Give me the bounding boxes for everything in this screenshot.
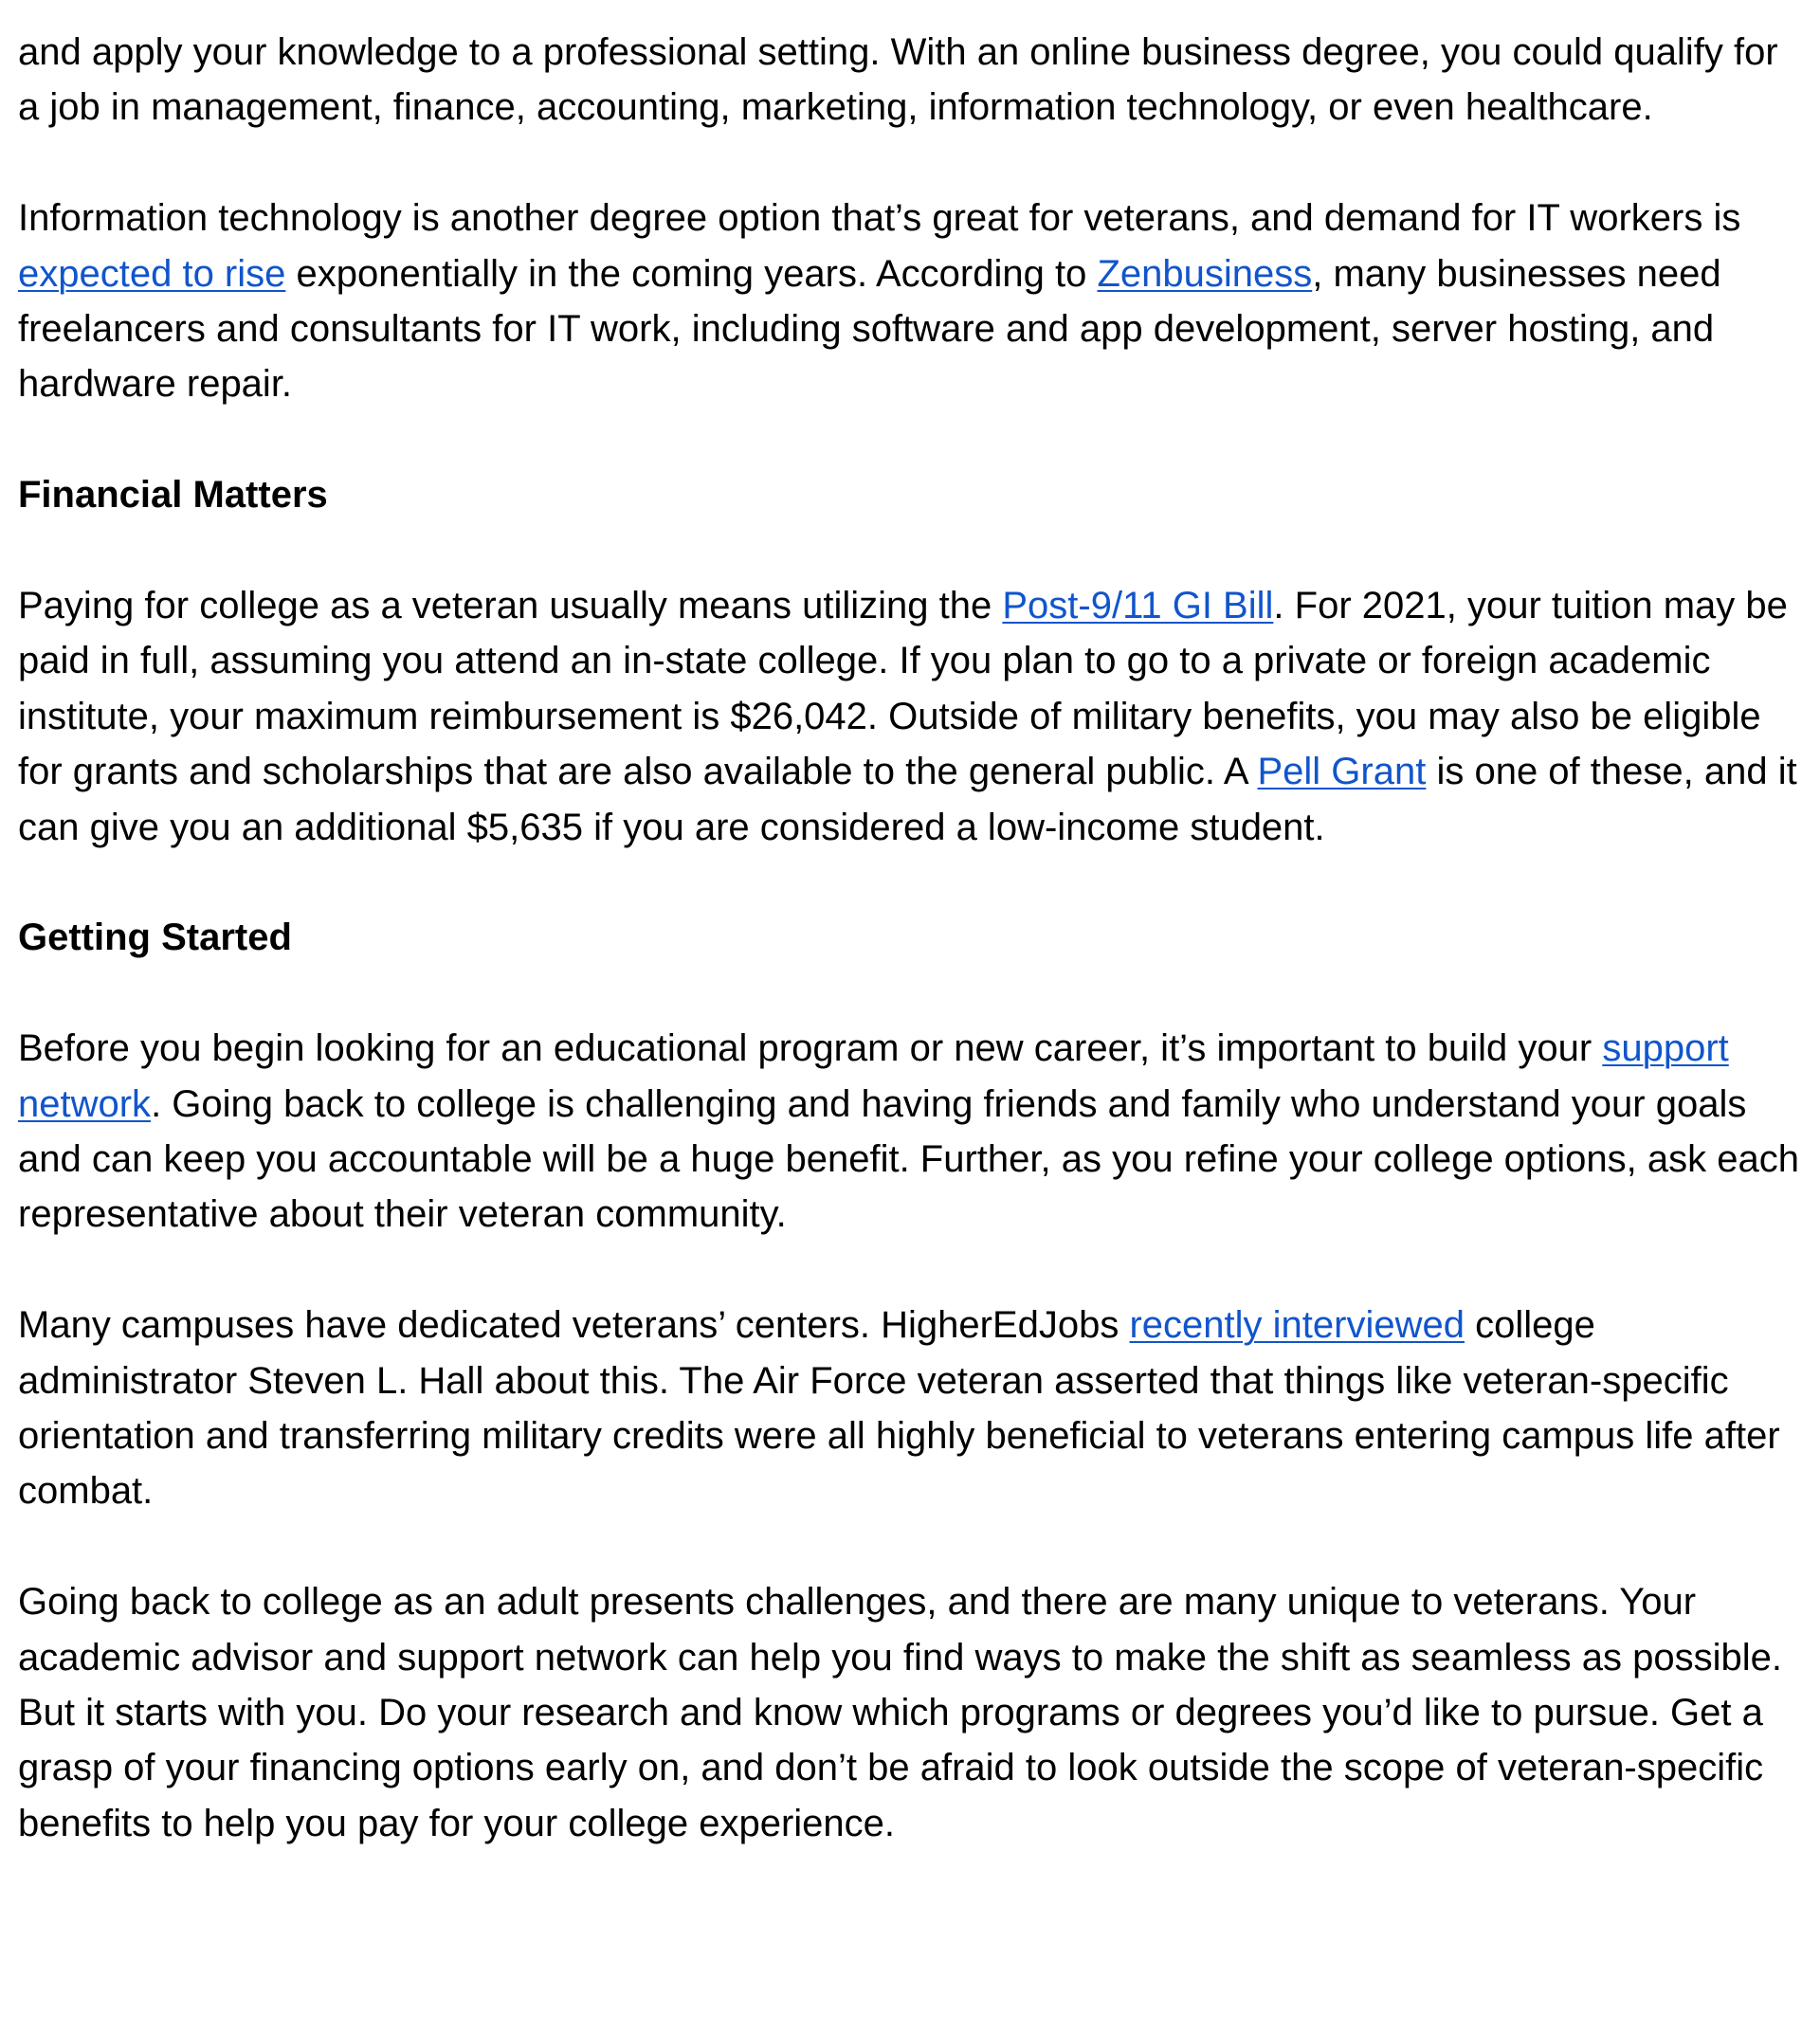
text: is one of these, and it can give you an additional $5,635 if you are considered a low-income student. (18, 751, 1797, 848)
link-zenbusiness[interactable]: Zenbusiness (1097, 252, 1313, 295)
text: . For 2021, your tuition may be paid in full, assuming you attend an in-state college. If you plan to go to a private or foreign academic institute, your maximum reimbursement is $26,042. Outside of military benefits, you may also be eligible for grants and scholarships that are also available to the general public. A (18, 585, 1788, 793)
link-support-network[interactable]: support network (18, 1027, 1729, 1125)
text: Going back to college as an adult presents challenges, and there are many unique to veterans. Your academic advisor and support network can help you find ways to make the shift as seamless as possible. But it starts with you. Do your research and know which programs or degrees you’d like to pursue. Get a grasp of your financing options early on, and don’t be afraid to look outside the scope of veteran-specific benefits to help you pay for your college experience. (18, 1581, 1782, 1844)
link-gi-bill[interactable]: Post-9/11 GI Bill (1002, 585, 1274, 627)
text: Before you begin looking for an educational program or new career, it’s important to build your (18, 1027, 1603, 1070)
text: and apply your knowledge to a professional setting. With an online business degree, you could qualify for a job in management, finance, accounting, marketing, information technology, or even healthcare. (18, 31, 1778, 129)
paragraph-support-network (18, 1021, 1800, 1243)
text: exponentially in the coming years. According to (285, 252, 1098, 295)
text: Many campuses have dedicated veterans’ centers. HigherEdJobs (18, 1304, 1130, 1347)
link-recently-interviewed[interactable]: recently interviewed (1129, 1304, 1465, 1347)
paragraph-conclusion (18, 1574, 1800, 1851)
paragraph-business-degree (18, 25, 1800, 136)
text: Information technology is another degree option that’s great for veterans, and demand for IT workers is (18, 197, 1741, 240)
text: college administrator Steven L. Hall about this. The Air Force veteran asserted that things like veteran-specific orientation and transferring military credits were all highly beneficial to veterans entering campus life after combat. (18, 1304, 1780, 1513)
heading-getting-started: Getting Started (18, 917, 292, 959)
link-pell-grant[interactable]: Pell Grant (1257, 751, 1427, 793)
text: Paying for college as a veteran usually means utilizing the (18, 585, 1003, 627)
text: . Going back to college is challenging and having friends and family who understand your goals and can keep you accountable will be a huge benefit. Further, as you refine your college options, ask each representative about their veteran community. (18, 1082, 1799, 1236)
link-expected-to-rise[interactable]: expected to rise (18, 252, 286, 295)
heading-financial-matters: Financial Matters (18, 474, 328, 517)
article-body (18, 25, 1800, 1907)
text: , many businesses need freelancers and consultants for IT work, including software and app development, server hosting, and hardware repair. (18, 252, 1721, 406)
paragraph-information-technology (18, 191, 1800, 412)
paragraph-veterans-centers (18, 1298, 1800, 1519)
paragraph-financial (18, 578, 1800, 855)
